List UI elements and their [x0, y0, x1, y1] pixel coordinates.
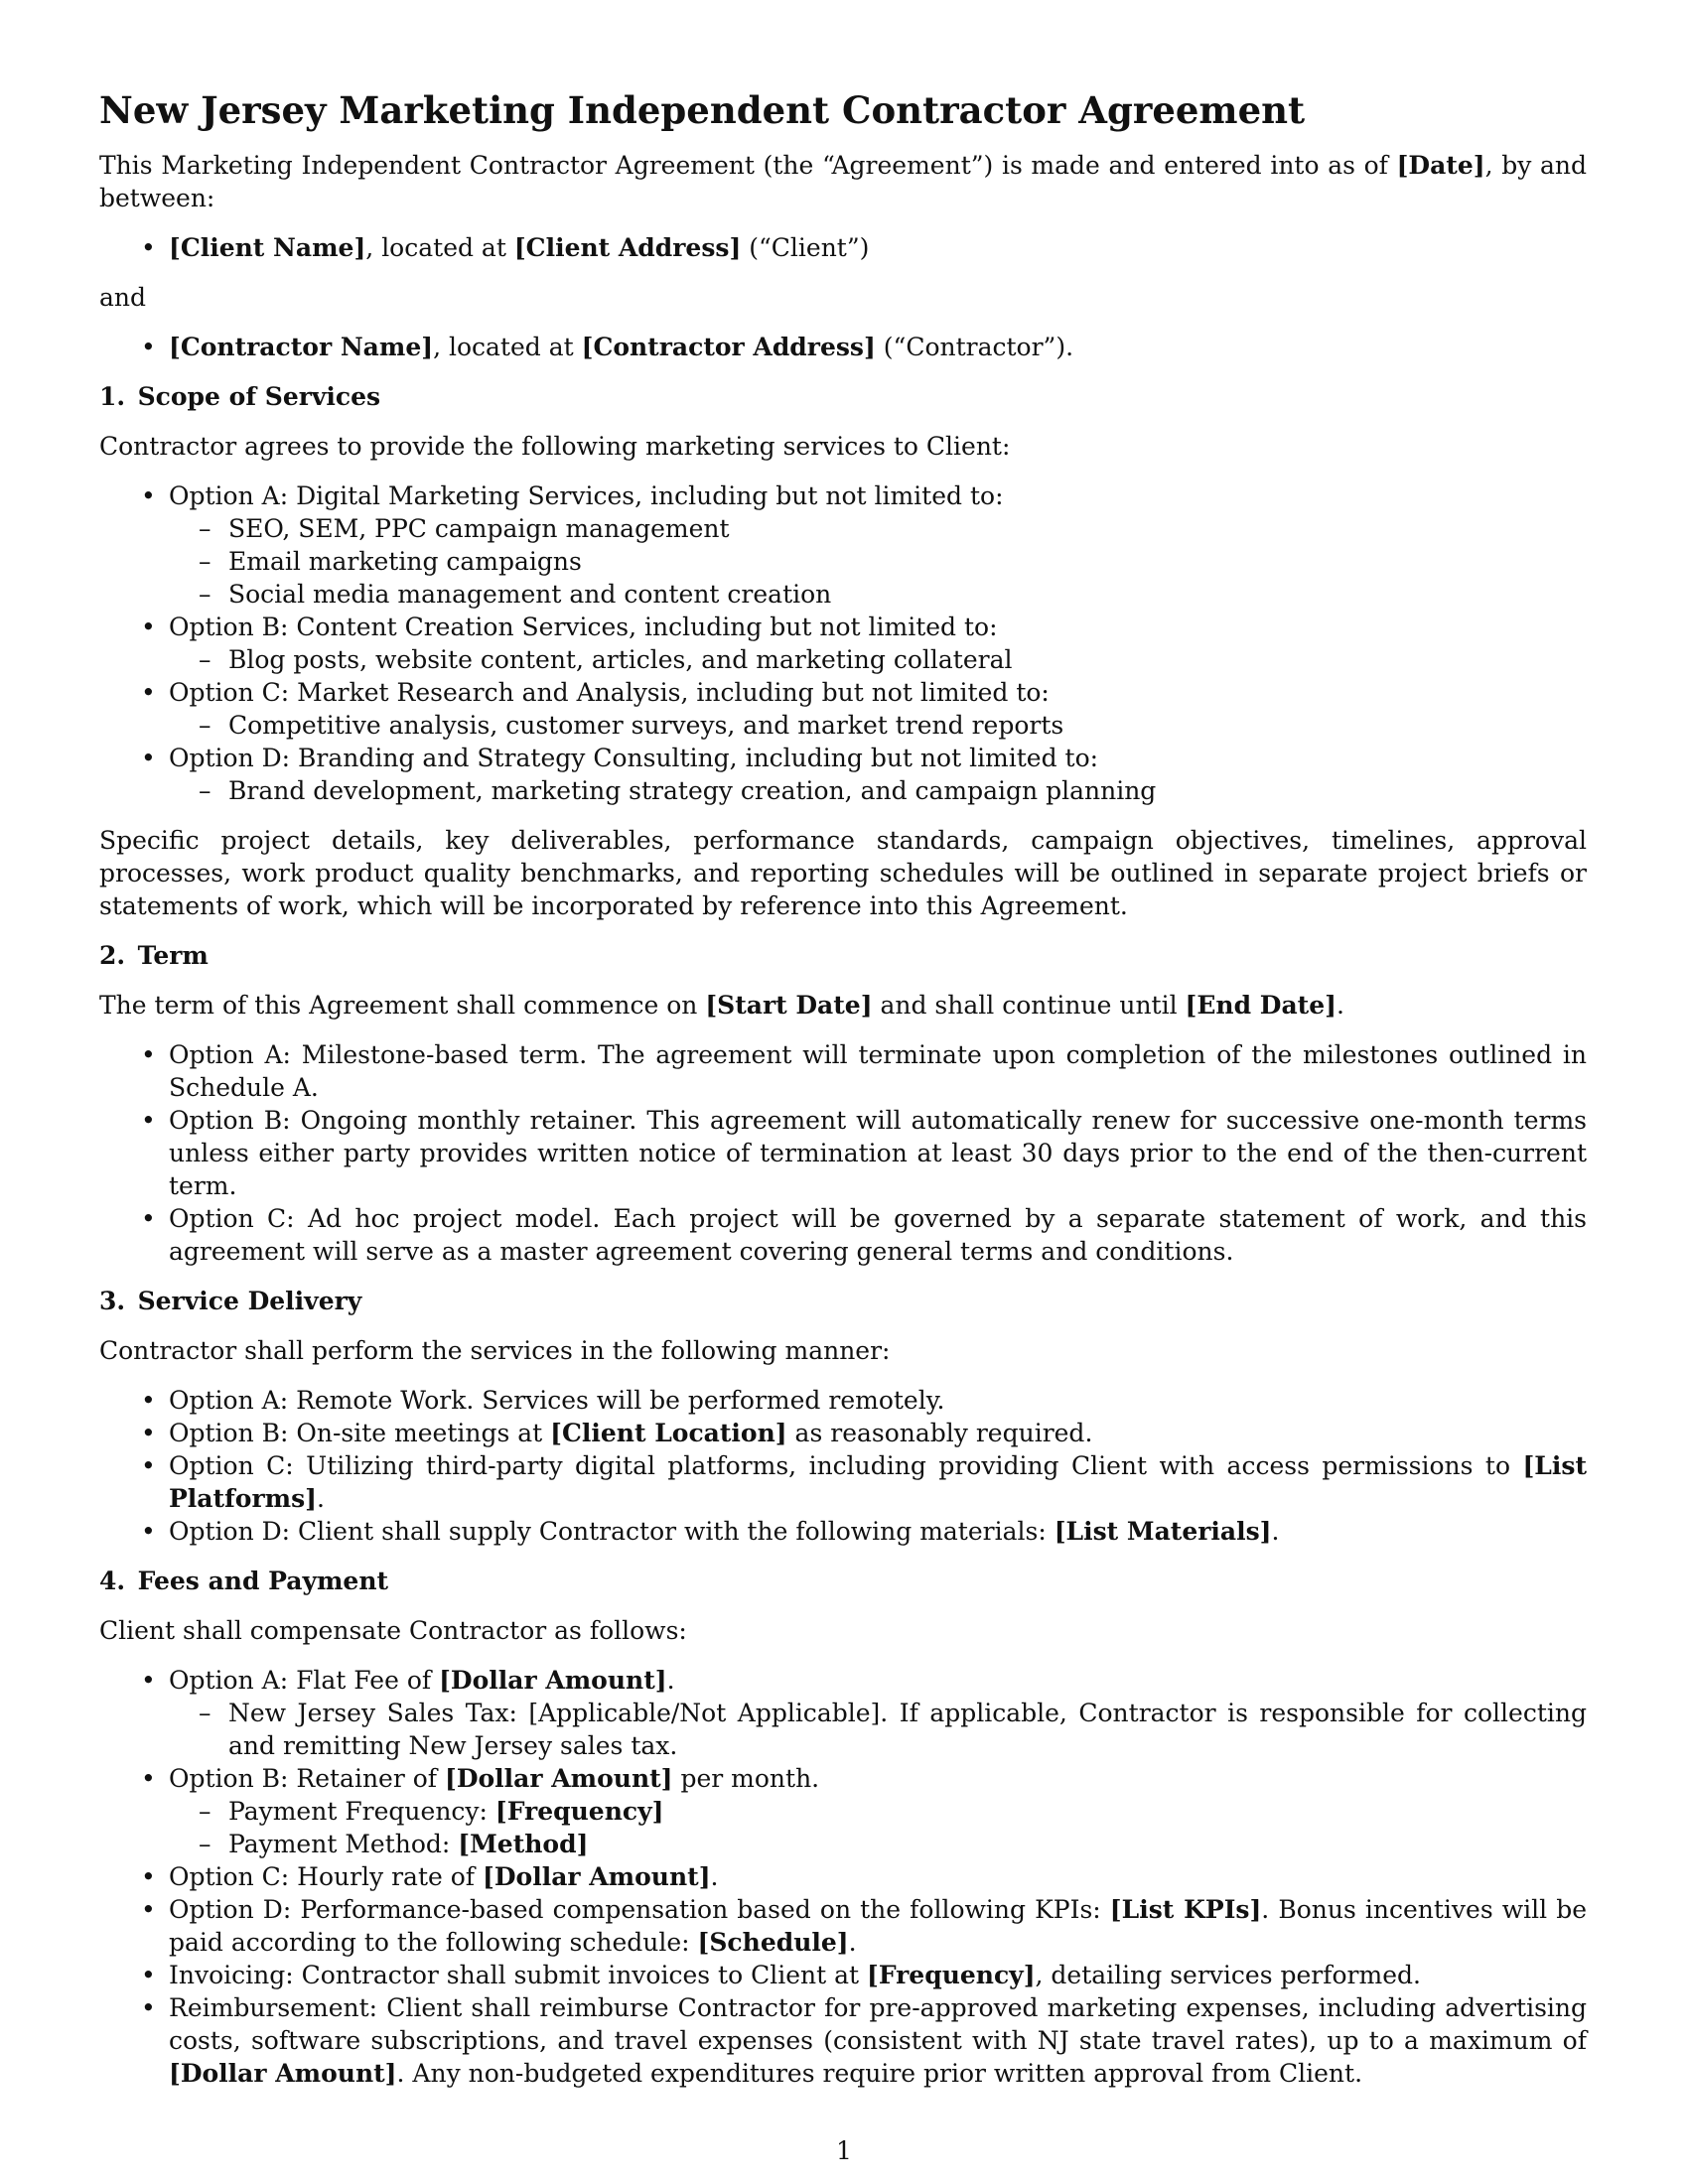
list-item: • Option D: Performance-based compensation based on the following KPIs: [List KPIs]. Bonus incentives will be paid according to the following schedule: [Schedule]. — [99, 1893, 1587, 1959]
list-item: • Option A: Digital Marketing Services, including but not limited to: – SEO, SEM, PPC campaign management – Email marketing campaigns – Social media management and content creation — [99, 479, 1587, 611]
list-item: • Option C: Ad hoc project model. Each project will be governed by a separate statement of work, and this agreement will serve as a master agreement covering general terms and conditions. — [99, 1202, 1587, 1268]
sub-list — [169, 1795, 1587, 1860]
list-item: • Option D: Branding and Strategy Consulting, including but not limited to: – Brand development, marketing strategy creation, and campaign planning — [99, 742, 1587, 807]
contractor-address-placeholder: [Contractor Address] — [581, 333, 876, 361]
method-placeholder: [Method] — [458, 1830, 589, 1858]
list-item: • Option A: Remote Work. Services will be performed remotely. — [99, 1384, 1587, 1417]
list-item: • Option C: Hourly rate of [Dollar Amount]. — [99, 1860, 1587, 1893]
party-client-list — [99, 231, 1587, 264]
list-item: • Option B: Content Creation Services, including but not limited to: – Blog posts, website content, articles, and marketing collateral — [99, 611, 1587, 676]
kpis-placeholder: [List KPIs] — [1109, 1895, 1262, 1924]
section-heading-term: 2. Term — [99, 941, 209, 970]
list-item: – Email marketing campaigns — [169, 545, 1587, 578]
list-item: • Option A: Milestone-based term. The agreement will terminate upon completion of the milestones outlined in Schedule A. — [99, 1038, 1587, 1104]
list-item: • Option C: Market Research and Analysis, including but not limited to: – Competitive analysis, customer surveys, and market trend reports — [99, 676, 1587, 742]
amount-placeholder: [Dollar Amount] — [169, 2059, 397, 2088]
fees-options — [99, 1664, 1587, 2090]
list-item: • Invoicing: Contractor shall submit invoices to Client at [Frequency], detailing services performed. — [99, 1959, 1587, 1991]
list-item: • Option D: Client shall supply Contractor with the following materials: [List Materials]. — [99, 1515, 1587, 1548]
client-address-placeholder: [Client Address] — [513, 233, 742, 262]
party-client: • [Client Name], located at [Client Address] (“Client”) — [99, 231, 1587, 264]
list-item: – SEO, SEM, PPC campaign management — [169, 512, 1587, 545]
client-name-placeholder: [Client Name] — [169, 233, 366, 262]
amount-placeholder: [Dollar Amount] — [445, 1764, 673, 1793]
amount-placeholder: [Dollar Amount] — [439, 1666, 667, 1695]
sub-list — [169, 643, 1587, 676]
list-item: – Payment Method: [Method] — [169, 1828, 1587, 1860]
and-text: and — [99, 283, 147, 312]
list-item: • Option A: Flat Fee of [Dollar Amount]. – New Jersey Sales Tax: [Applicable/Not Applicable]. If applicable, Contractor is responsible for collecting and remitting New Jersey sales tax. — [99, 1664, 1587, 1762]
sub-list — [169, 709, 1587, 742]
client-location-placeholder: [Client Location] — [550, 1419, 787, 1447]
section-heading-scope: 1. Scope of Services — [99, 382, 381, 411]
document-title: New Jersey Marketing Independent Contractor Agreement — [99, 88, 1306, 132]
list-item: • Reimbursement: Client shall reimburse Contractor for pre-approved marketing expenses, including advertising costs, software subscriptions, and travel expenses (consistent with NJ state travel rates), up to a maximum of [Dollar Amount]. Any non-budgeted expenditures require prior written approval from Client. — [99, 1991, 1587, 2090]
list-item: – Payment Frequency: [Frequency] — [169, 1795, 1587, 1828]
end-date-placeholder: [End Date] — [1185, 991, 1336, 1020]
section-heading-delivery: 3. Service Delivery — [99, 1287, 362, 1315]
delivery-lead: Contractor shall perform the services in the following manner: — [99, 1336, 891, 1365]
list-item: – Competitive analysis, customer surveys, and market trend reports — [169, 709, 1587, 742]
platforms-placeholder: [List Platforms] — [169, 1451, 1587, 1513]
intro-paragraph: This Marketing Independent Contractor Agreement (the “Agreement”) is made and entered into as of [Date], by and between: — [99, 151, 1587, 212]
amount-placeholder: [Dollar Amount] — [483, 1862, 711, 1891]
fees-lead: Client shall compensate Contractor as follows: — [99, 1616, 687, 1645]
list-item: • Option B: Retainer of [Dollar Amount] per month. – Payment Frequency: [Frequency] – Payment Method: [Method] — [99, 1762, 1587, 1860]
sub-list — [169, 512, 1587, 611]
party-contractor: • [Contractor Name], located at [Contractor Address] (“Contractor”). — [99, 331, 1587, 363]
date-placeholder: [Date] — [1396, 151, 1485, 180]
list-item: – Blog posts, website content, articles, and marketing collateral — [169, 643, 1587, 676]
materials-placeholder: [List Materials] — [1054, 1517, 1272, 1546]
list-item: • Option B: On-site meetings at [Client Location] as reasonably required. — [99, 1417, 1587, 1449]
list-item: • Option B: Ongoing monthly retainer. This agreement will automatically renew for successive one-month terms unless either party provides written notice of termination at least 30 days prior to the end of the then-current term. — [99, 1104, 1587, 1202]
contractor-name-placeholder: [Contractor Name] — [169, 333, 434, 361]
term-options — [99, 1038, 1587, 1268]
section-heading-fees: 4. Fees and Payment — [99, 1567, 389, 1595]
sub-list — [169, 774, 1587, 807]
list-item: – Social media management and content creation — [169, 578, 1587, 611]
document-page — [99, 87, 1587, 2107]
list-item: • Option C: Utilizing third-party digital platforms, including providing Client with access permissions to [List Platforms]. — [99, 1449, 1587, 1515]
list-item: – New Jersey Sales Tax: [Applicable/Not Applicable]. If applicable, Contractor is responsible for collecting and remitting New Jersey sales tax. — [169, 1697, 1587, 1762]
schedule-placeholder: [Schedule] — [697, 1928, 849, 1957]
party-contractor-list — [99, 331, 1587, 363]
list-item: – Brand development, marketing strategy creation, and campaign planning — [169, 774, 1587, 807]
scope-options — [99, 479, 1587, 807]
scope-details: Specific project details, key deliverables, performance standards, campaign objectives, timelines, approval processes, work product quality benchmarks, and reporting schedules will be outlined in separate project briefs or statements of work, which will be incorporated by reference into this Agreement. — [99, 826, 1587, 920]
frequency-placeholder: [Frequency] — [867, 1961, 1036, 1989]
page-number: 1 — [836, 2136, 852, 2165]
sub-list — [169, 1697, 1587, 1762]
term-lead: The term of this Agreement shall commence on [Start Date] and shall continue until [End Date]. — [99, 991, 1344, 1020]
delivery-options — [99, 1384, 1587, 1548]
start-date-placeholder: [Start Date] — [705, 991, 873, 1020]
frequency-placeholder: [Frequency] — [494, 1797, 664, 1826]
scope-lead: Contractor agrees to provide the following marketing services to Client: — [99, 432, 1011, 461]
